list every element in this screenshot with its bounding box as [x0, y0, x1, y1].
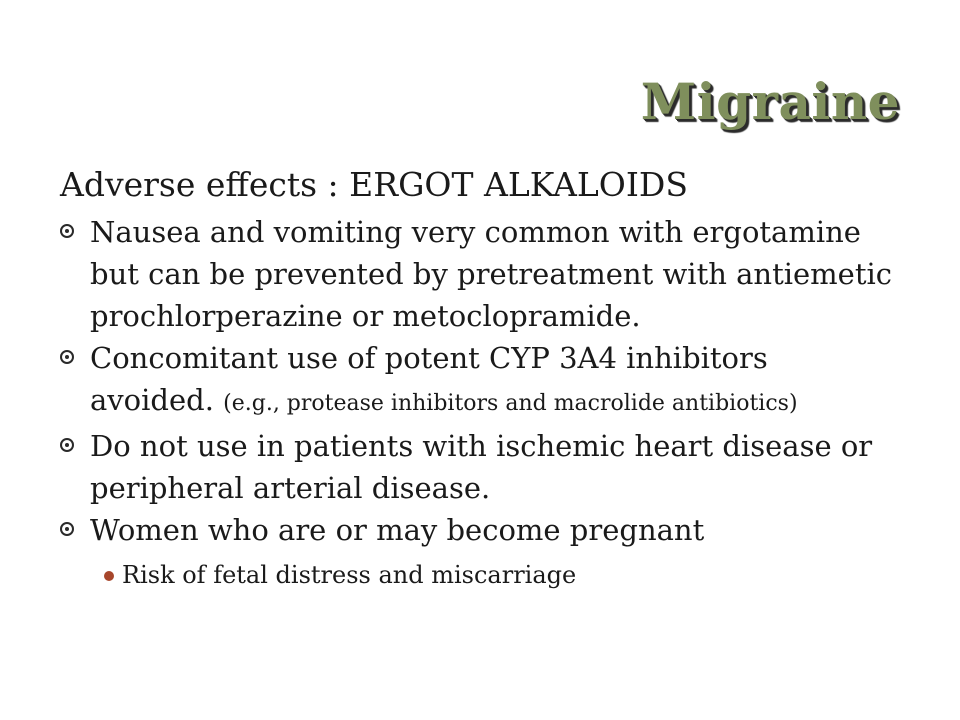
bullet-circle-icon — [60, 350, 74, 364]
sub-bullet-text: Risk of fetal distress and miscarriage — [122, 561, 577, 589]
bullet-item — [60, 425, 900, 509]
sub-bullet-item — [60, 557, 900, 593]
slide-content — [60, 165, 900, 593]
bullet-text: Women who are or may become pregnant — [90, 513, 705, 547]
bullet-text: Nausea and vomiting very common with ergotamine but can be prevented by pretreatment with antiemetic prochlorperazine or metoclopramide. — [90, 215, 893, 333]
sub-bullet-dot-icon — [104, 571, 114, 581]
bullet-circle-icon — [60, 224, 74, 238]
bullet-item — [60, 211, 900, 337]
bullet-text: Do not use in patients with ischemic heart disease or peripheral arterial disease. — [90, 429, 873, 505]
bullet-circle-icon — [60, 438, 74, 452]
bullet-text: Concomitant use of potent CYP 3A4 inhibitors avoided. — [90, 341, 768, 417]
bullet-item — [60, 509, 900, 551]
bullet-note: (e.g., protease inhibitors and macrolide antibiotics) — [223, 391, 798, 416]
slide-heading: Adverse effects : ERGOT ALKALOIDS — [60, 165, 688, 204]
bullet-circle-icon — [60, 522, 74, 536]
slide-title: Migraine — [640, 72, 900, 131]
bullet-item — [60, 337, 900, 425]
